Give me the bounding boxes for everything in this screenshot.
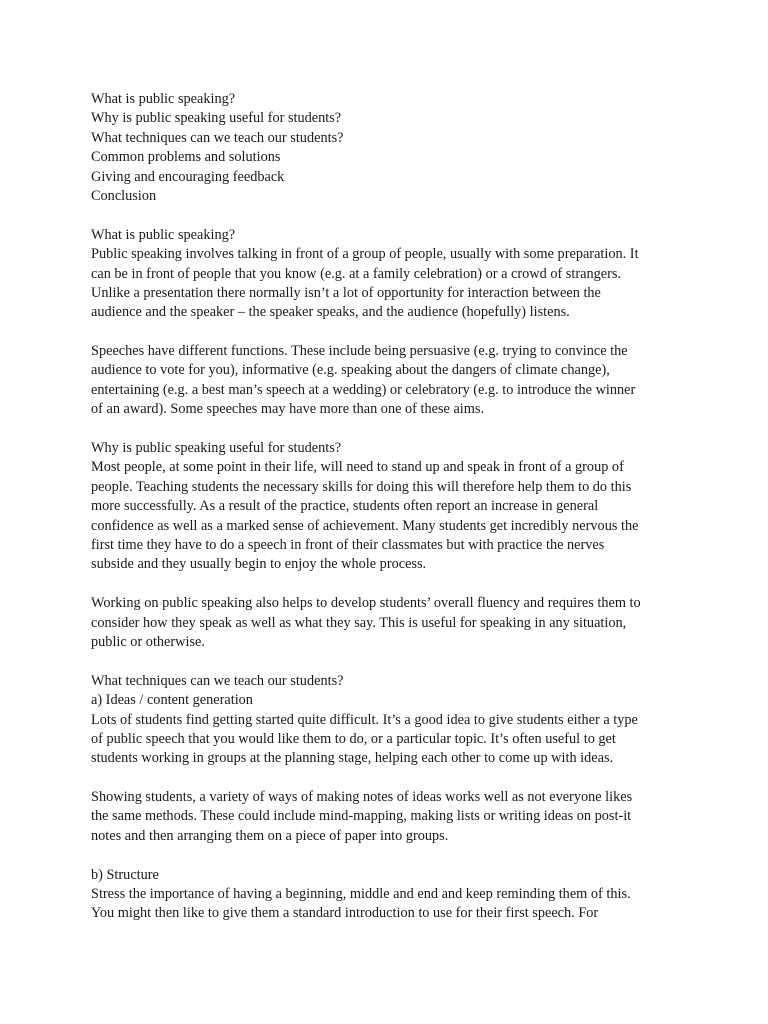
text-line: Lots of students find getting started quite difficult. It’s a good idea to give students either a type <box>91 711 638 728</box>
toc-item: Giving and encouraging feedback <box>91 168 285 185</box>
toc-item: What is public speaking? <box>91 91 236 107</box>
text-line: subside and they usually begin to enjoy the whole process. <box>91 556 427 573</box>
table-of-contents <box>91 90 691 206</box>
text-line: first time they have to do a speech in front of their classmates but with practice the nerves <box>91 536 605 553</box>
text-line: more successfully. As a result of the practice, students often report an increase in general <box>91 498 599 515</box>
text-line: audience to vote for you), informative (e.g. speaking about the dangers of climate change), <box>91 362 610 379</box>
text-line: audience and the speaker – the speaker speaks, and the audience (hopefully) listens. <box>91 304 570 321</box>
toc-item: What techniques can we teach our students? <box>91 129 344 146</box>
text-line: the same methods. These could include mind-mapping, making lists or writing ideas on post-it <box>91 808 632 825</box>
paragraph-speech-functions <box>91 342 691 420</box>
text-line: people. Teaching students the necessary skills for doing this will therefore help them to do this <box>91 478 632 495</box>
text-line: Public speaking involves talking in front of a group of people, usually with some preparation. It <box>91 246 639 263</box>
text-line: entertaining (e.g. a best man’s speech at a wedding) or celebratory (e.g. to introduce the winner <box>91 381 636 398</box>
section-structure <box>91 866 691 924</box>
text-line: confidence as well as a marked sense of achievement. Many students get incredibly nervous the <box>91 517 639 534</box>
subsection-heading: b) Structure <box>91 866 159 883</box>
paragraph-fluency <box>91 594 691 652</box>
subsection-heading: a) Ideas / content generation <box>91 692 253 709</box>
text-line: Most people, at some point in their life, will need to stand up and speak in front of a group of <box>91 459 624 476</box>
section-heading: What is public speaking? <box>91 226 236 243</box>
paragraph-notes <box>91 788 691 846</box>
text-line: Working on public speaking also helps to develop students’ overall fluency and requires them to <box>91 595 641 612</box>
text-line: of public speech that you would like them to do, or a particular topic. It’s often useful to get <box>91 730 616 747</box>
section-why-useful <box>91 439 691 575</box>
section-heading: What techniques can we teach our students? <box>91 672 344 689</box>
toc-item: Common problems and solutions <box>91 149 281 166</box>
text-line: Showing students, a variety of ways of making notes of ideas works well as not everyone likes <box>91 789 633 806</box>
section-heading: Why is public speaking useful for students? <box>91 440 342 457</box>
toc-item: Why is public speaking useful for students? <box>91 110 342 127</box>
text-line: public or otherwise. <box>91 633 205 650</box>
document-body <box>91 90 691 924</box>
text-line: of an award). Some speeches may have more than one of these aims. <box>91 401 485 418</box>
text-line: You might then like to give them a standard introduction to use for their first speech. For <box>91 905 599 922</box>
text-line: notes and then arranging them on a piece of paper into groups. <box>91 827 449 844</box>
text-line: students working in groups at the planning stage, helping each other to come up with ideas. <box>91 750 614 767</box>
text-line: Unlike a presentation there normally isn’t a lot of opportunity for interaction between the <box>91 284 601 301</box>
text-line: Stress the importance of having a beginning, middle and end and keep reminding them of this. <box>91 886 631 903</box>
toc-item: Conclusion <box>91 187 157 204</box>
text-line: can be in front of people that you know (e.g. at a family celebration) or a crowd of strangers. <box>91 265 621 282</box>
text-line: Speeches have different functions. These include being persuasive (e.g. trying to convince the <box>91 343 628 360</box>
section-techniques <box>91 672 691 769</box>
text-line: consider how they speak as well as what they say. This is useful for speaking in any situation, <box>91 614 627 631</box>
section-what-is-public-speaking <box>91 226 691 323</box>
